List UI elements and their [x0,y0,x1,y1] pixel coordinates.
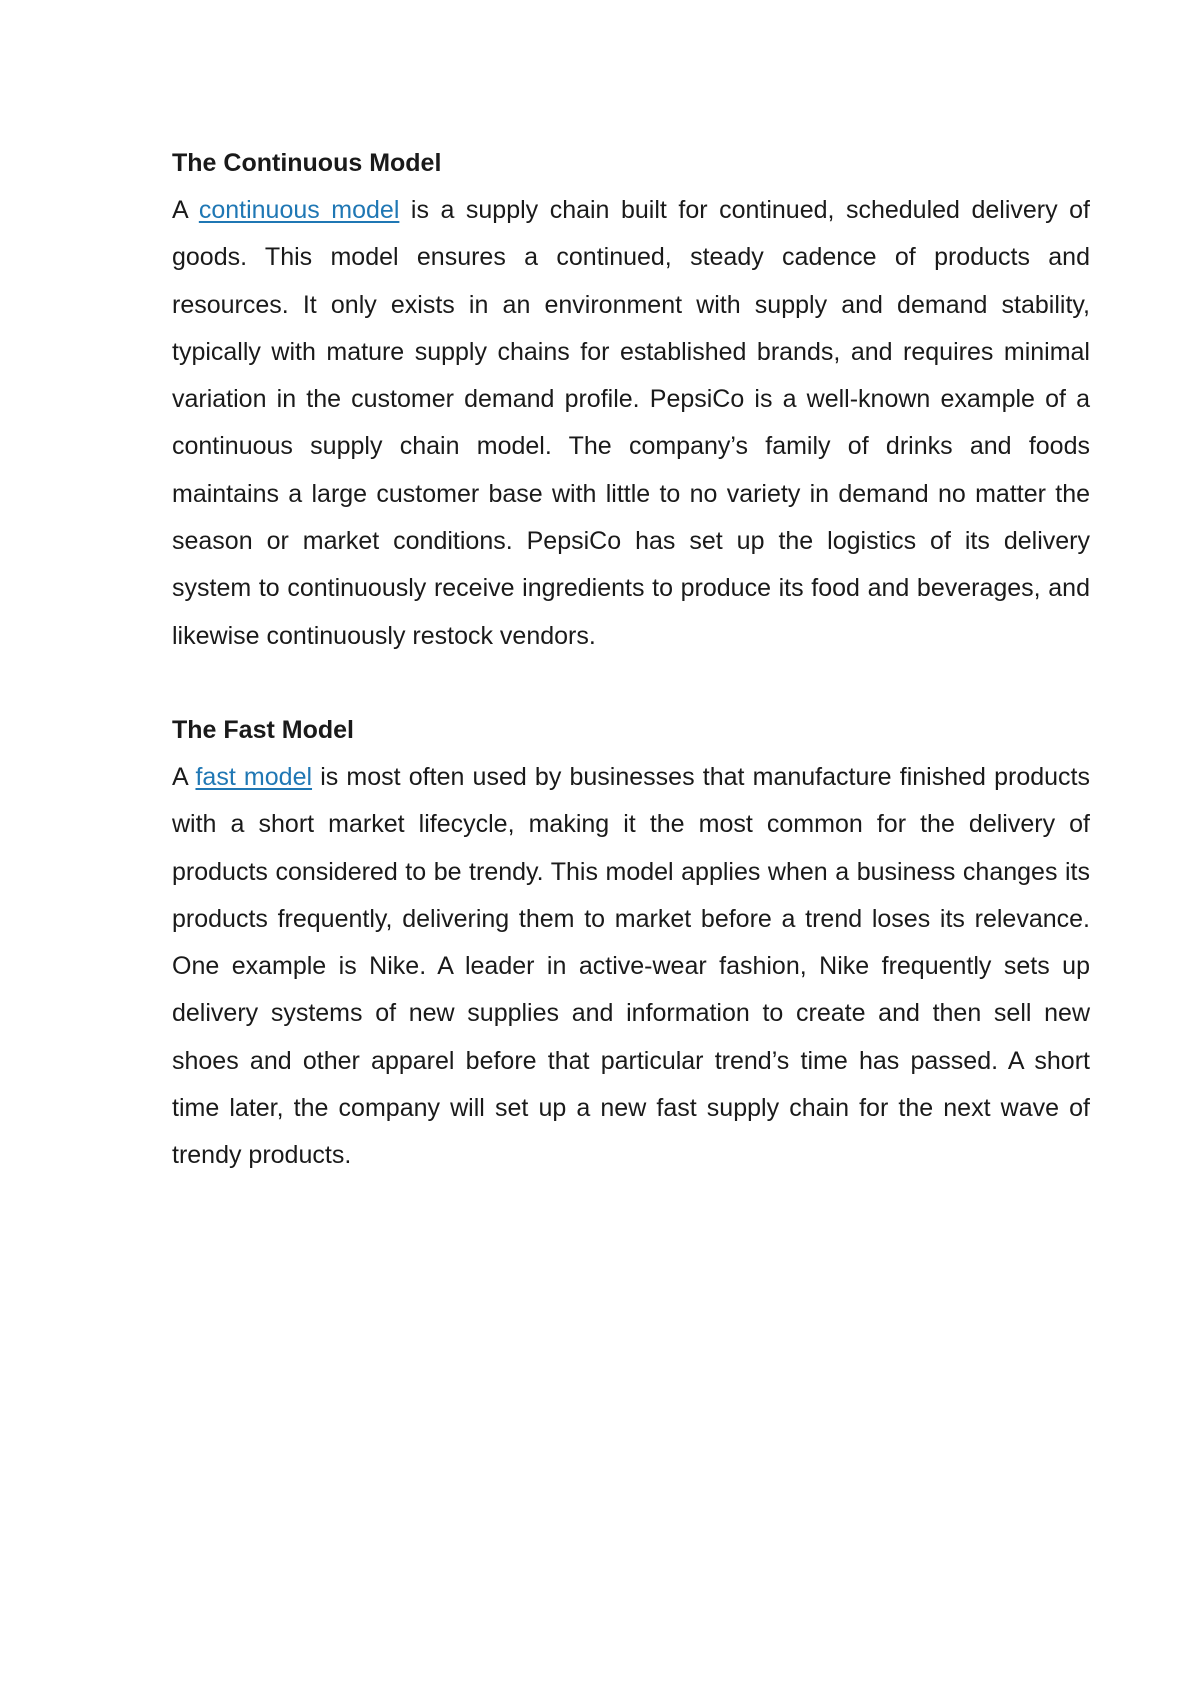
paragraph-body: is most often used by businesses that manufacture finished products with a short market lifecycle, making it the most common for the delivery of products considered to be trendy. This model applies when a business changes its products frequently, delivering them to market before a trend loses its relevance. One example is Nike. A leader in active-wear fashion, Nike frequently sets up delivery systems of new supplies and information to create and then sell new shoes and other apparel before that particular trend’s time has passed. A short time later, the company will set up a new fast supply chain for the next wave of trendy products. [172,762,1090,1170]
continuous-model-link[interactable]: continuous model [198,196,400,224]
document-page [172,140,1090,1180]
fast-model-link[interactable]: fast model [195,762,313,791]
section-heading: The Fast Model [172,715,354,744]
paragraph-lead: A [172,762,196,791]
section-paragraph [172,187,1090,660]
section-continuous-model [172,140,1090,660]
section-paragraph [172,754,1090,1180]
section-fast-model [172,707,1090,1180]
paragraph-body: is a supply chain built for continued, scheduled delivery of goods. This model ensures a continued, steady cadence of products and resources. It only exists in an environment with supply and demand stability, typically with mature supply chains for established brands, and requires minimal variation in the customer demand profile. PepsiCo is a well-known example of a continuous supply chain model. The company’s family of drinks and foods maintains a large customer base with little to no variety in demand no matter the season or market conditions. PepsiCo has set up the logistics of its delivery system to continuously receive ingredients to produce its food and beverages, and likewise continuously restock vendors. [172,196,1090,650]
paragraph-lead: A [172,196,199,224]
section-heading: The Continuous Model [172,149,442,177]
